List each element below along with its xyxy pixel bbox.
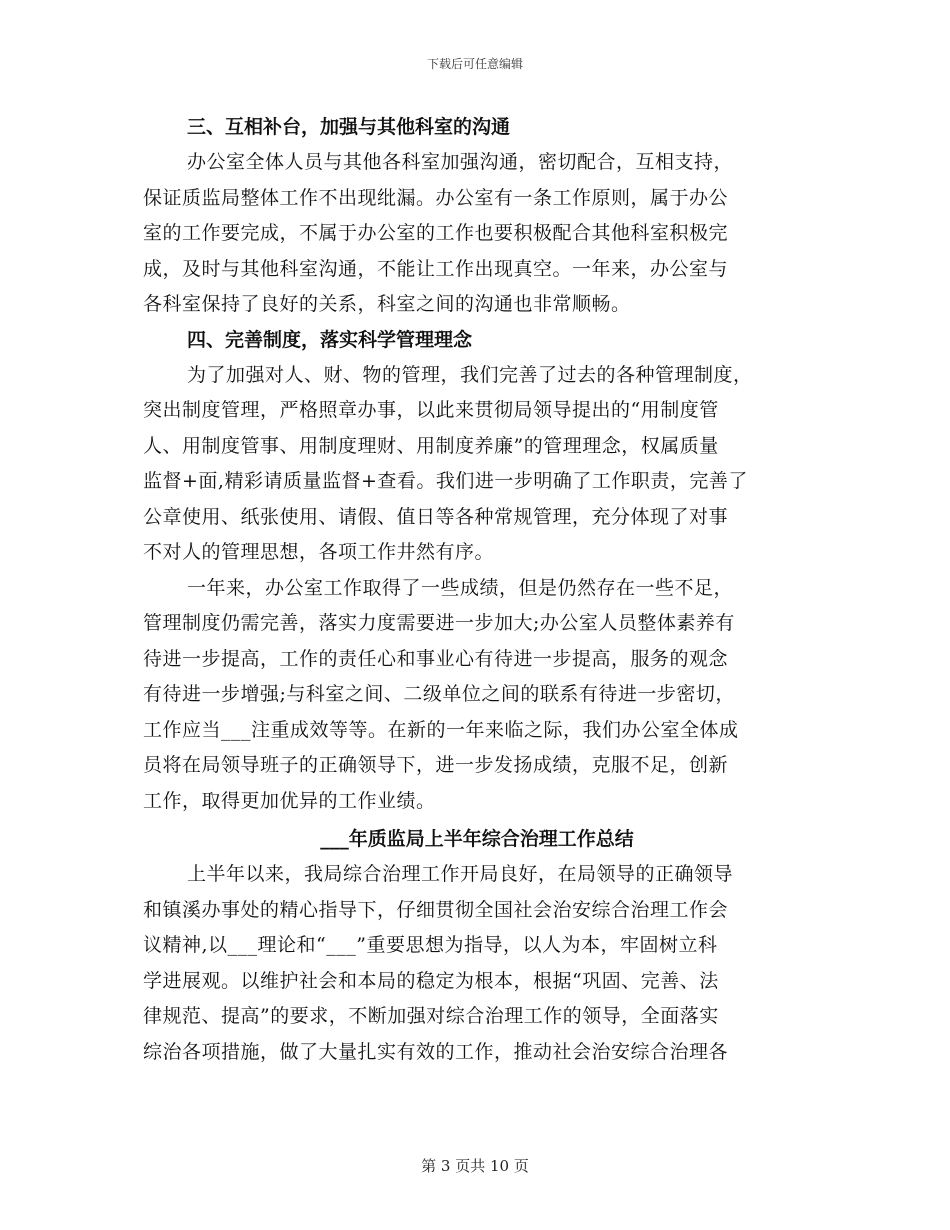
text-line: 监督+面,精彩请质量监督+查看。我们进一步明确了工作职责，完善了 <box>143 470 748 492</box>
text-line: 室的工作要完成，不属于办公室的工作也要积极配合其他科室积极完 <box>143 222 729 244</box>
text-line: 和镇溪办事处的精心指导下，仔细贯彻全国社会治安综合治理工作会 <box>143 898 729 921</box>
text-line: 不对人的管理思想，各项工作井然有序。 <box>143 541 495 563</box>
section-heading: 三、互相补台，加强与其他科室的沟通 <box>187 116 511 138</box>
section-paragraph <box>143 145 811 323</box>
text-line: 公章使用、纸张使用、请假、值日等各种常规管理，充分体现了对事 <box>143 505 729 528</box>
text-line: 待进一步提高，工作的责任心和事业心有待进一步提高，服务的观念 <box>143 647 729 670</box>
text-line: 工作应当___注重成效等等。在新的一年来临之际，我们办公室全体成 <box>143 718 739 741</box>
page-header: 下载后可任意编辑 <box>426 57 523 71</box>
text-line: 保证质监局整体工作不出现纰漏。办公室有一条工作原则，属于办公 <box>143 186 729 209</box>
text-line: 一年来，办公室工作取得了一些成绩，但是仍然存在一些不足， <box>187 576 734 599</box>
text-line: 学进展观。以维护社会和本局的稳定为根本，根据“巩固、完善、法 <box>143 969 719 992</box>
text-line: 综治各项措施，做了大量扎实有效的工作，推动社会治安综合治理各 <box>143 1040 729 1063</box>
document-title: ___年质监局上半年综合治理工作总结 <box>320 828 634 850</box>
text-line: 议精神,以___理论和“___”重要思想为指导，以人为本，牢固树立科 <box>143 934 718 956</box>
text-line: 员将在局领导班子的正确领导下，进一步发扬成绩，克服不足，创新 <box>143 754 729 776</box>
section-paragraph <box>143 358 811 571</box>
text-line: 办公室全体人员与其他各科室加强沟通，密切配合，互相支持， <box>187 151 734 173</box>
text-line: 管理制度仍需完善，落实力度需要进一步加大;办公室人员整体素养有 <box>143 612 735 634</box>
text-line: 突出制度管理，严格照章办事，以此来贯彻局领导提出的“用制度管 <box>143 399 719 421</box>
text-line: 有待进一步增强;与科室之间、二级单位之间的联系有待进一步密切， <box>143 683 735 705</box>
text-line: 成，及时与其他科室沟通，不能让工作出现真空。一年来，办公室与 <box>143 257 729 280</box>
text-line: 人、用制度管事、用制度理财、用制度养廉”的管理理念，权属质量 <box>143 434 719 457</box>
text-line: 各科室保持了良好的关系，科室之间的沟通也非常顺畅。 <box>143 293 631 315</box>
closing-paragraph <box>143 571 811 820</box>
text-line: 工作，取得更加优异的工作业绩。 <box>143 789 436 812</box>
document-paragraph <box>143 857 811 1070</box>
text-line: 律规范、提高”的要求，不断加强对综合治理工作的领导，全面落实 <box>143 1005 719 1027</box>
section-heading: 四、完善制度，落实科学管理理念 <box>187 328 473 351</box>
page-footer: 第 3 页共 10 页 <box>421 1157 529 1175</box>
text-line: 为了加强对人、财、物的管理，我们完善了过去的各种管理制度， <box>187 363 753 386</box>
text-line: 上半年以来，我局综合治理工作开局良好，在局领导的正确领导 <box>187 863 734 885</box>
document-body <box>143 110 811 1070</box>
